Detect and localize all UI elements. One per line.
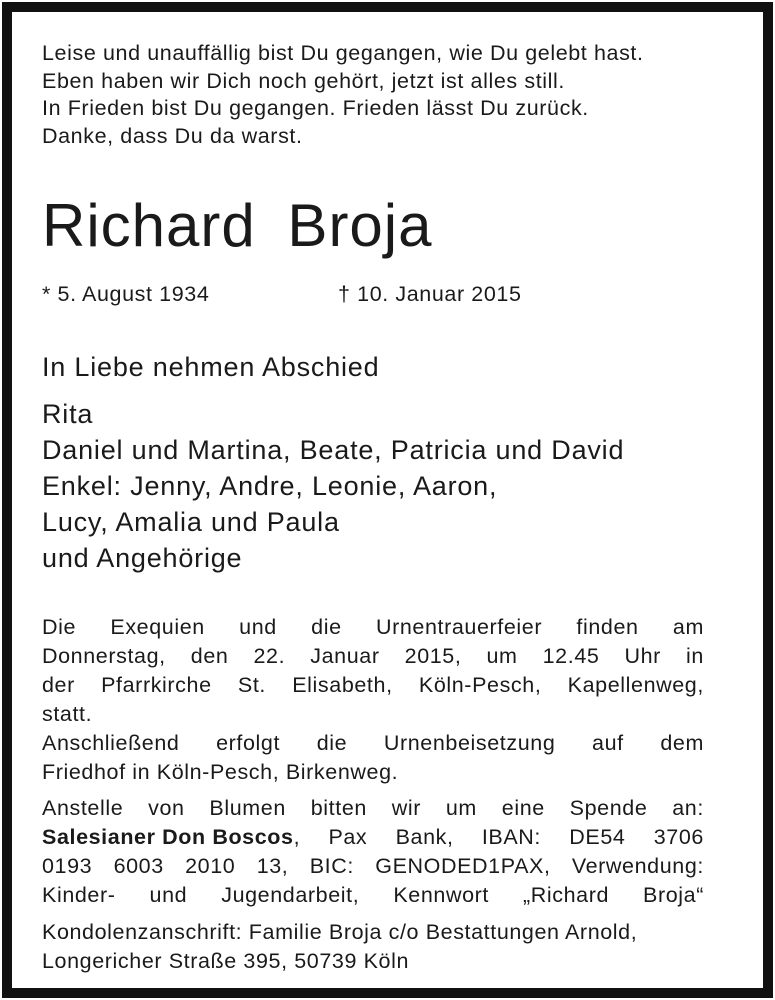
word: am xyxy=(672,615,704,639)
word: 0193 xyxy=(42,854,93,878)
word: Kennwort xyxy=(393,883,489,907)
word: Broja“ xyxy=(643,883,704,907)
word: DE54 xyxy=(569,825,626,849)
word: der xyxy=(42,673,75,697)
word: Köln-Pesch, xyxy=(418,673,542,697)
word: 13, xyxy=(256,854,289,878)
word: Blumen xyxy=(209,796,286,820)
poem-line: In Frieden bist Du gegangen. Frieden lässt Du zurück. xyxy=(42,96,589,120)
word: erfolgt xyxy=(216,731,281,755)
word: Pfarrkirche xyxy=(101,673,212,697)
poem-line: Danke, dass Du da warst. xyxy=(42,123,303,148)
word: GENODED1PAX, xyxy=(375,854,551,878)
service-line xyxy=(42,642,704,671)
word: um xyxy=(486,644,518,668)
donation-line xyxy=(42,852,704,881)
word: 2010 xyxy=(185,854,236,878)
word: Urnentrauerfeier xyxy=(375,615,543,639)
word: „Richard xyxy=(522,883,610,907)
word: Kinder- xyxy=(42,883,116,907)
mourner-line: Lucy, Amalia und Paula xyxy=(42,507,340,537)
donation-info xyxy=(42,794,745,910)
service-line xyxy=(42,671,704,700)
donation-line xyxy=(42,794,704,823)
word: Die xyxy=(42,615,77,639)
charity-name: Salesianer Don Boscos xyxy=(42,825,294,849)
word: Verwendung: xyxy=(571,854,704,878)
donation-line xyxy=(42,823,704,852)
word: Bank, xyxy=(395,825,454,849)
word: dem xyxy=(660,731,704,755)
word: und xyxy=(149,883,188,907)
word: 6003 xyxy=(113,854,164,878)
word: Januar xyxy=(310,644,380,668)
word: 2015, xyxy=(404,644,462,668)
poem xyxy=(42,40,745,150)
mourner-line: Enkel: Jenny, Andre, Leonie, Aaron, xyxy=(42,471,498,501)
word: eine xyxy=(501,796,545,820)
farewell-heading: In Liebe nehmen Abschied xyxy=(42,352,380,382)
service-line xyxy=(42,613,704,642)
funeral-service-info xyxy=(42,613,745,787)
word: den xyxy=(190,644,229,668)
word: Anstelle xyxy=(42,796,124,820)
service-line xyxy=(42,729,704,758)
word: Pax xyxy=(328,825,368,849)
word: an: xyxy=(672,796,704,820)
word: bitten xyxy=(310,796,367,820)
life-dates xyxy=(42,280,745,308)
word: Exequien xyxy=(110,615,205,639)
word: die xyxy=(316,731,348,755)
word: Spende xyxy=(569,796,648,820)
word: 3706 xyxy=(653,825,704,849)
word: 12.45 xyxy=(542,644,600,668)
word: von xyxy=(148,796,185,820)
death-date: † 10. Januar 2015 xyxy=(338,282,522,306)
mourner-line: und Angehörige xyxy=(42,543,243,573)
word: Jugendarbeit, xyxy=(221,883,360,907)
word: BIC: xyxy=(309,854,354,878)
word: Urnenbeisetzung xyxy=(383,731,556,755)
condolence-line: Longericher Straße 395, 50739 Köln xyxy=(42,949,410,973)
word: Donnerstag, xyxy=(42,644,166,668)
mourners-list xyxy=(42,396,745,576)
word: IBAN: xyxy=(481,825,541,849)
word: wir xyxy=(391,796,422,820)
condolence-address xyxy=(42,918,745,976)
word: Salesianer Don Boscos, xyxy=(42,825,301,849)
poem-line: Leise und unauffällig bist Du gegangen, wie Du gelebt hast. xyxy=(42,41,644,65)
word: und xyxy=(239,615,277,639)
word: finden xyxy=(576,615,639,639)
word: 22. xyxy=(253,644,286,668)
word: Elisabeth, xyxy=(292,673,393,697)
mourner-line: Rita xyxy=(42,399,94,429)
service-line: Friedhof in Köln-Pesch, Birkenweg. xyxy=(42,760,399,784)
word: auf xyxy=(592,731,624,755)
word: St. xyxy=(237,673,266,697)
deceased-name: Richard Broja xyxy=(42,192,433,259)
mourner-line: Daniel und Martina, Beate, Patricia und David xyxy=(42,435,625,465)
condolence-line: Kondolenzanschrift: Familie Broja c/o Bestattungen Arnold, xyxy=(42,920,638,944)
word: in xyxy=(685,644,704,668)
service-line: statt. xyxy=(42,702,93,726)
birth-date: * 5. August 1934 xyxy=(42,282,210,306)
word: Uhr xyxy=(624,644,661,668)
donation-line xyxy=(42,881,704,910)
word: die xyxy=(311,615,342,639)
poem-line: Eben haben wir Dich noch gehört, jetzt ist alles still. xyxy=(42,68,565,93)
word: um xyxy=(445,796,477,820)
word: Anschließend xyxy=(42,731,180,755)
word: Kapellenweg, xyxy=(567,673,704,697)
